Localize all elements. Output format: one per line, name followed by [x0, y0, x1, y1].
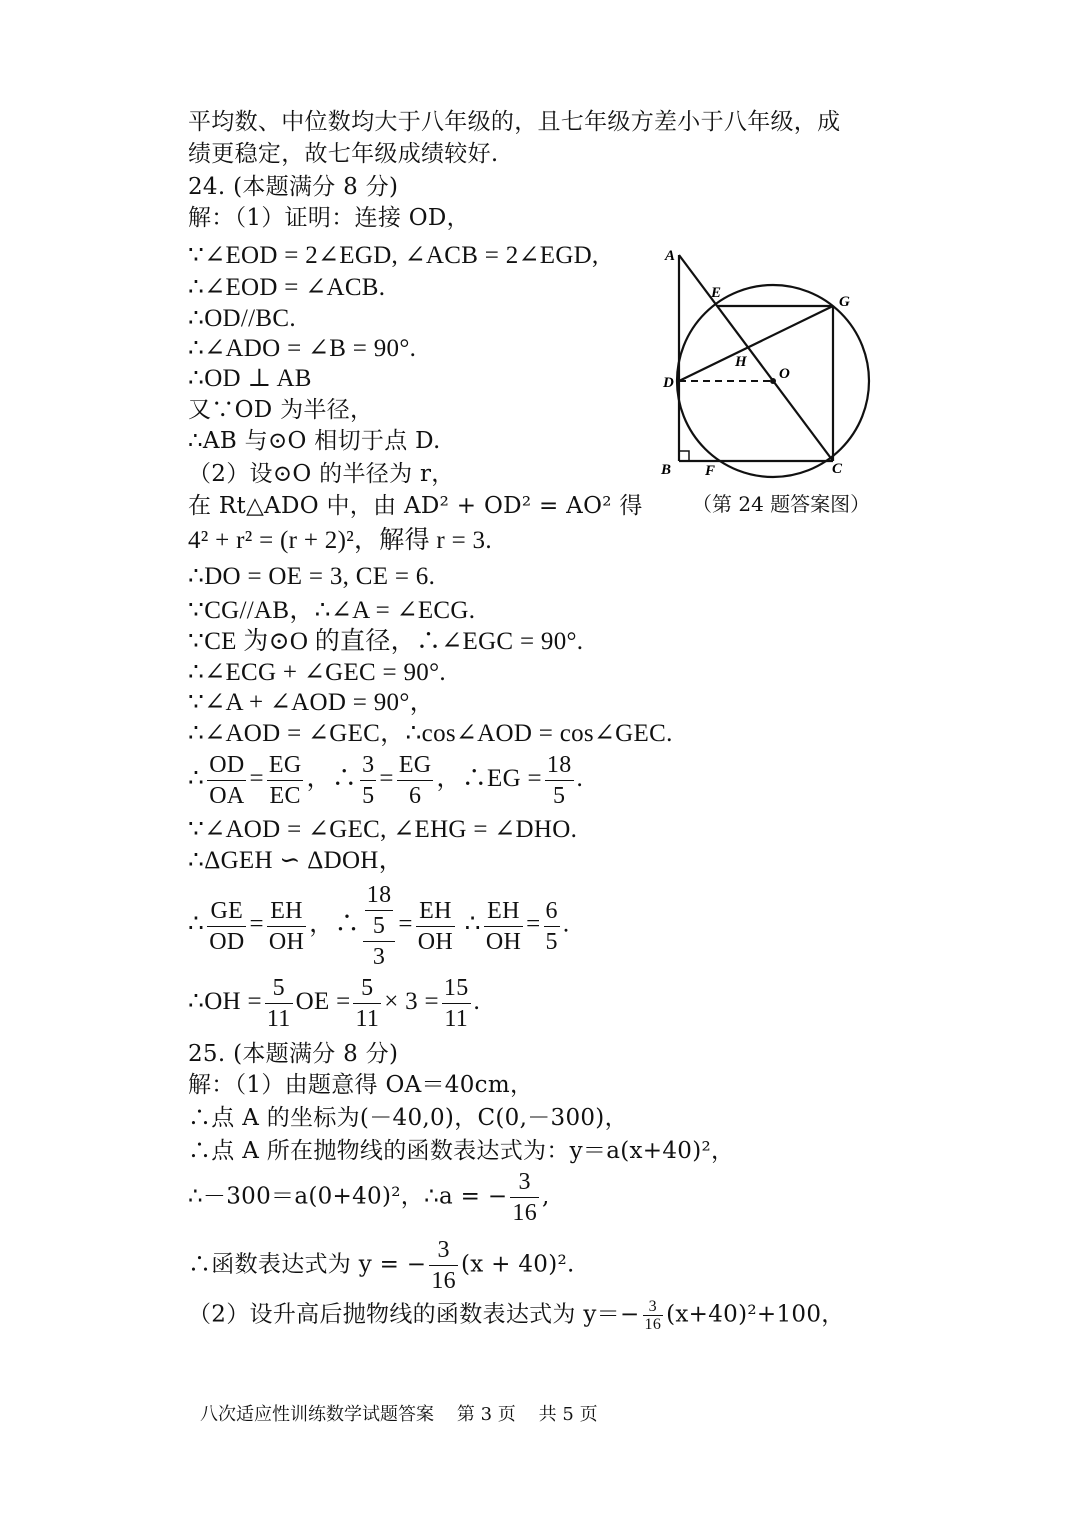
text-line: 解：（1）由题意得 OA＝40cm，: [188, 1072, 534, 1098]
math-line: ∴OD//BC.: [188, 305, 296, 332]
question-24-header: 24. (本题满分 8 分): [188, 174, 399, 200]
geometry-figure: [655, 240, 885, 480]
math-line: ∴∠AOD = ∠GEC，∴cos∠AOD = cos∠GEC.: [188, 720, 673, 747]
math-line: ∴OD ⊥ AB: [188, 365, 312, 392]
math-line: 4² + r² = (r + 2)²，解得 r = 3.: [188, 527, 492, 554]
fraction-equation-5: ∴函数表达式为 y = − $\frac{3}{16}$ (x + 40)².: [188, 1237, 575, 1294]
right-angle-mark: [679, 451, 689, 461]
math-line: ∵∠A + ∠AOD = 90°，: [188, 689, 435, 716]
label-c: C: [832, 461, 843, 477]
text-line: 又∵OD 为半径，: [188, 397, 374, 423]
text-line: ∴点 A 所在抛物线的函数表达式为：y＝a(x+40)²，: [188, 1138, 735, 1164]
fraction-equation-3: ∴OH = $\frac{5}{11}$ OE = $\frac{5}{11}$ × 3 = $\frac{15}{11}$ .: [188, 975, 481, 1032]
text-line: 平均数、中位数均大于八年级的，且七年级方差小于八年级，成: [188, 109, 841, 135]
text-line: ∴AB 与⊙O 相切于点 D.: [188, 428, 441, 454]
text-line: 绩更稳定，故七年级成绩较好.: [188, 141, 499, 167]
fraction-equation-1: ∴ $\frac{OD}{OA}$ = $\frac{EG}{EC}$ ，∴ $\frac{3}{5}$ = $\frac{EG}{6}$ ，∴EG = $\frac{18}{5}$ .: [188, 752, 584, 809]
label-h: H: [735, 354, 747, 370]
text-line: 解：（1）证明：连接 OD，: [188, 205, 470, 231]
text-line: 在 Rt△ADO 中，由 AD² + OD² = AO² 得: [188, 493, 643, 519]
text-line: ∴点 A 的坐标为(－40,0)，C(0,－300)，: [188, 1105, 628, 1131]
question-25-header: 25. (本题满分 8 分): [188, 1041, 399, 1067]
label-a: A: [665, 248, 676, 264]
math-line: ∴∠EOD = ∠ACB.: [188, 274, 386, 301]
math-line: ∵CE 为⊙O 的直径，∴∠EGC = 90°.: [188, 628, 584, 655]
math-line: ∴∠ECG + ∠GEC = 90°.: [188, 659, 446, 686]
fraction-equation-6: （2）设升高后抛物线的函数表达式为 y＝− $\frac{3}{16}$ (x+40)²+100，: [188, 1298, 845, 1333]
label-d: D: [663, 375, 674, 391]
math-line: ∴∠ADO = ∠B = 90°.: [188, 335, 417, 362]
math-line: ∴DO = OE = 3, CE = 6.: [188, 563, 436, 590]
page-footer: 八次适应性训练数学试题答案 第 3 页 共 5 页: [200, 1404, 598, 1425]
label-g: G: [839, 294, 850, 310]
figure-caption: （第 24 题答案图）: [692, 492, 871, 516]
math-line: ∵CG//AB，∴∠A = ∠ECG.: [188, 597, 476, 624]
fraction-equation-4: ∴－300＝a(0+40)²，∴a = − $\frac{3}{16}$ ,: [188, 1169, 550, 1226]
label-o: O: [779, 366, 790, 382]
label-b: B: [661, 462, 672, 478]
text-line: （2）设⊙O 的半径为 r，: [188, 461, 455, 487]
math-line: ∵∠EOD = 2∠EGD, ∠ACB = 2∠EGD,: [188, 242, 599, 269]
label-e: E: [711, 285, 722, 301]
fraction-equation-2: ∴ $\frac{GE}{OD}$ = $\frac{EH}{OH}$ ，∴ $\frac{\frac{18}{5}}{3}$ = $\frac{EH}{OH}$ ∴ $\frac{EH}{OH}$ = $\frac{6}{5}$ .: [188, 882, 570, 970]
label-f: F: [705, 463, 716, 479]
math-line: ∴ΔGEH ∽ ΔDOH，: [188, 847, 404, 874]
center-dot: [770, 378, 776, 384]
math-line: ∵∠AOD = ∠GEC, ∠EHG = ∠DHO.: [188, 816, 578, 843]
